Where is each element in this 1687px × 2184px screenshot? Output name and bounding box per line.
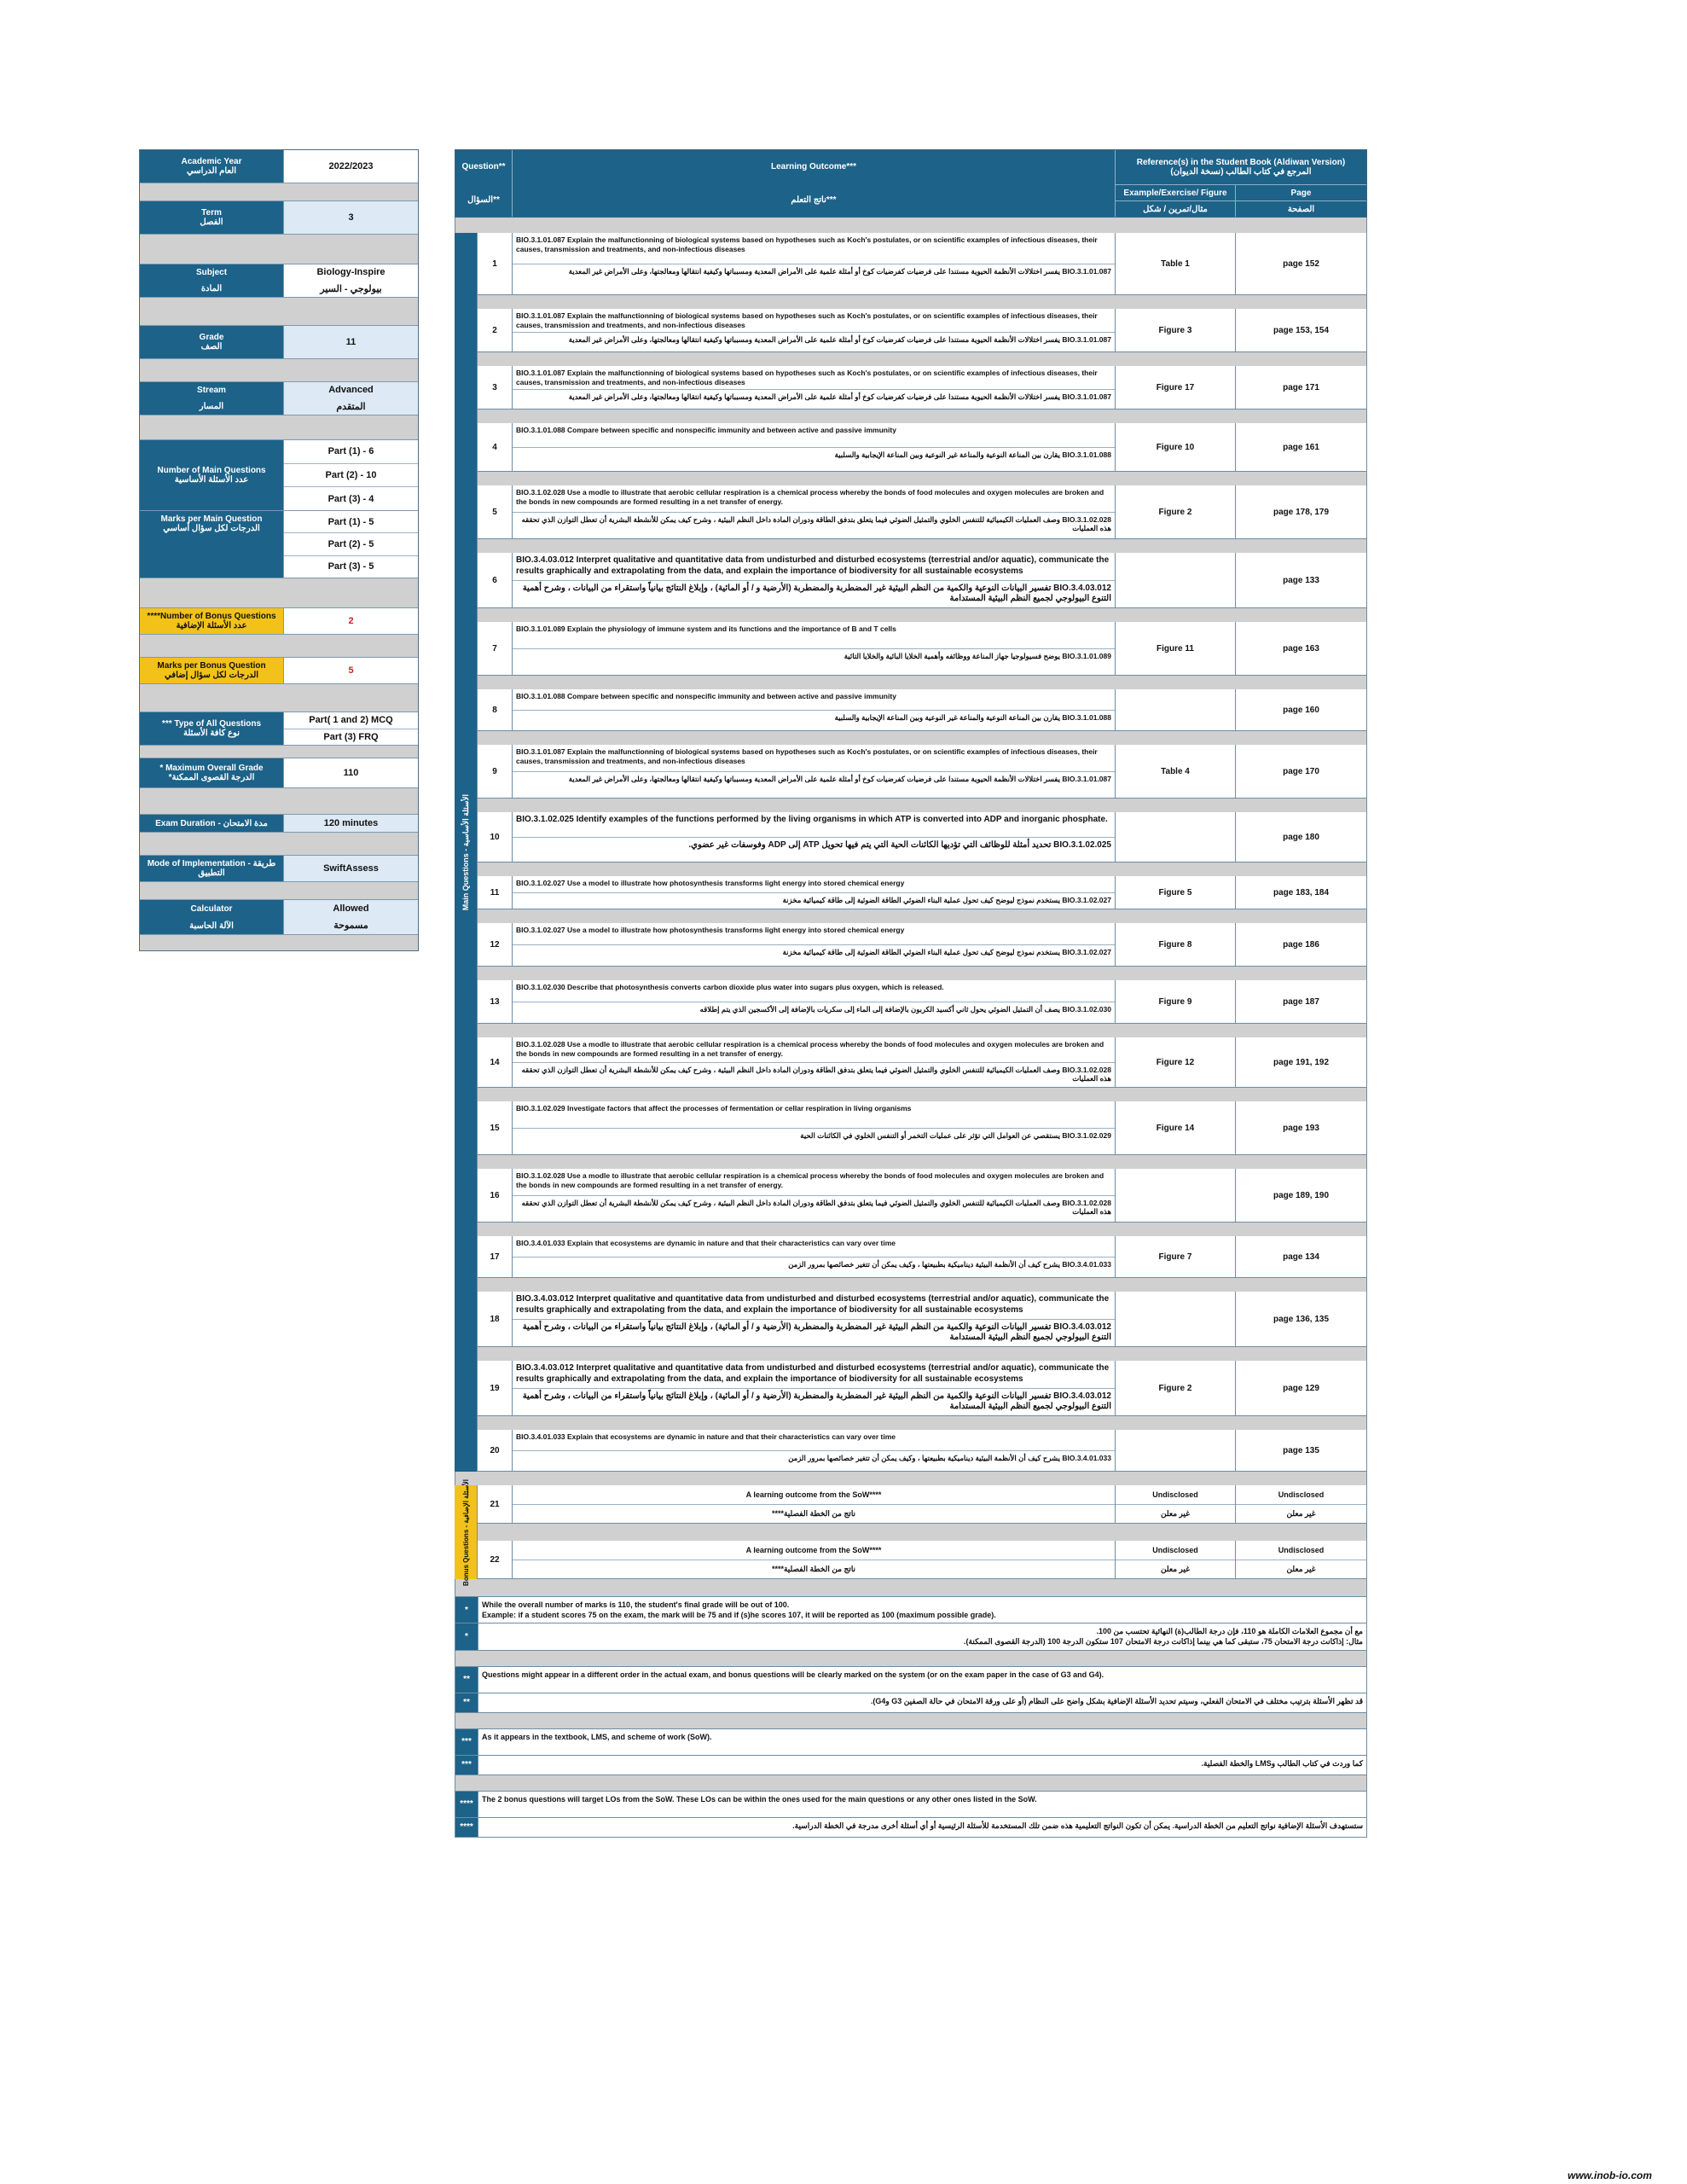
learning-outcome-ar: BIO.3.1.02.028 وصف العمليات الكيميائية للتنفس الخلوي والتمثيل الضوئي فيما يتعلق بتدفق الطاقة ودوران المادة داخل النظم البيئية ، وشرح كيف يمكن للأنشطة البشرية أن تعطل التوازن الذي تحققه هذه العمليات: [521, 1198, 1111, 1217]
learning-outcome-en: BIO.3.4.03.012 Interpret qualitative and quantitative data from undisturbed and disturbed ecosystems (terrestrial and/or aquatic), communicate the results graphically and extrapolating from the data, and explain the importance of biodiversity for all sustainable ecosystems: [513, 1361, 1115, 1389]
learning-outcome-en: BIO.3.1.02.029 Investigate factors that affect the processes of fermentation or cellar respiration in living organisms: [513, 1101, 1115, 1129]
reference-page: page 183, 184: [1272, 887, 1330, 897]
row-separator: [477, 863, 1367, 876]
mode-label: Mode of Implementation - طريقة التطبيق: [140, 856, 284, 881]
learning-outcome: [513, 745, 1116, 798]
reference-example: Figure 2: [1116, 485, 1236, 538]
stream-value: Advanced: [328, 385, 374, 396]
num-bonus-row: [140, 608, 418, 635]
question-number: 16: [478, 1169, 513, 1222]
table-row: [477, 689, 1367, 731]
note-en: [455, 1596, 1367, 1623]
reference-page: page 133: [1283, 575, 1319, 585]
learning-outcome-en: A learning outcome from the SoW****: [513, 1541, 1115, 1560]
row-separator: [477, 410, 1367, 423]
bonus-rows: [477, 1485, 1367, 1579]
reference-page: page 161: [1283, 442, 1319, 452]
marks-bonus-label-ar: الدرجات لكل سؤال إضافي: [164, 671, 259, 680]
num-main-part1: Part (1) - 6: [284, 440, 418, 464]
num-main-label-ar: عدد الأسئلة الأساسية: [174, 475, 249, 485]
learning-outcome-ar: BIO.3.4.03.012 تفسير البيانات النوعية والكمية من النظم البيئية غير المضطربة والمضطربة (الأرضية و / أو المائية) ، وإبلاغ النتائج بيانياً واستقراء من البيانات ، وشرح أهمية التنوع البيولوجي لجميع النظم البيئية المستدامة: [522, 1321, 1111, 1342]
main-questions-sidebar: [455, 233, 477, 1472]
row-separator: [477, 608, 1367, 622]
row-separator: [477, 1155, 1367, 1169]
reference-example: Figure 11: [1116, 622, 1236, 675]
learning-outcome-en: BIO.3.1.02.030 Describe that photosynthesis converts carbon dioxide plus water into sugars plus oxygen, which is released.: [513, 980, 1115, 1002]
calculator-label: Calculator: [190, 903, 233, 914]
learning-outcome-ar: BIO.3.1.02.029 يستقصي عن العوامل التي تؤثر على عمليات التخمر أو التنفس الخلوي في الكائنات الحية: [800, 1130, 1111, 1140]
reference-page: page 135: [1283, 1445, 1319, 1455]
academic-year-row: [140, 150, 418, 183]
question-number: 3: [478, 366, 513, 409]
question-number: 18: [478, 1292, 513, 1346]
note-text-en: As it appears in the textbook, LMS, and scheme of work (SoW).: [482, 1732, 712, 1741]
table-row: [477, 1037, 1367, 1088]
num-main-questions-row: [140, 440, 418, 511]
table-row: [477, 366, 1367, 410]
learning-outcome-en: BIO.3.1.02.027 Use a model to illustrate how photosynthesis transforms light energy into stored chemical energy: [513, 876, 1115, 893]
learning-outcome: [513, 1236, 1116, 1277]
bonus-row: [477, 1541, 1367, 1579]
reference-example: [1116, 1430, 1236, 1471]
subject-row: [140, 264, 418, 298]
learning-outcome-ar: BIO.3.1.01.088 يقارن بين المناعة النوعية والمناعة غير النوعية وبين المناعة الإيجابية والسلبية: [834, 450, 1111, 459]
note-ar: [455, 1756, 1367, 1775]
academic-year-value: 2022/2023: [328, 161, 374, 171]
learning-outcome-ar: BIO.3.1.02.028 وصف العمليات الكيميائية للتنفس الخلوي والتمثيل الضوئي فيما يتعلق بتدفق الطاقة ودوران المادة داخل النظم البيئية ، وشرح كيف يمكن للأنشطة البشرية أن تعطل التوازن الذي تحققه هذه العمليات: [521, 514, 1111, 533]
learning-outcome: [513, 1361, 1116, 1415]
max-grade-value: 110: [343, 768, 359, 778]
note-marker: ****: [455, 1792, 478, 1817]
example-en: Undisclosed: [1116, 1485, 1235, 1505]
type-part3: Part (3) FRQ: [323, 731, 379, 742]
reference-example: Figure 14: [1116, 1101, 1236, 1154]
table-row: [477, 923, 1367, 967]
learning-outcome-en: BIO.3.1.01.088 Compare between specific and nonspecific immunity and between active and passive immunity: [513, 423, 1115, 448]
reference-example: Figure 17: [1116, 366, 1236, 409]
reference-page: [1236, 1541, 1366, 1578]
learning-outcome: [513, 309, 1116, 351]
question-number: 13: [478, 980, 513, 1023]
learning-outcome-ar: BIO.3.1.02.030 يصف أن التمثيل الضوئي يحول ثاني أكسيد الكربون بالإضافة إلى الماء إلى سكريات بالإضافة إلى الأكسجين الذي يتم إطلاقه: [699, 1004, 1111, 1014]
learning-outcome: [513, 923, 1116, 966]
watermark: www.inob-io.com: [1568, 2169, 1652, 2181]
table-row: [477, 812, 1367, 863]
learning-outcome-ar: BIO.3.1.02.027 يستخدم نموذج ليوضح كيف تحول عملية البناء الضوئي الطاقة الضوئية إلى طاقة كيميائية مخزنة: [782, 895, 1111, 904]
term-value: 3: [284, 201, 418, 234]
row-separator: [477, 1088, 1367, 1101]
learning-outcome: [513, 1430, 1116, 1471]
row-separator: [477, 731, 1367, 745]
question-number: 21: [478, 1485, 513, 1523]
main-questions-section: [455, 233, 1367, 1472]
reference-example: [1116, 1485, 1236, 1523]
main-questions-label: Main Questions - الأسئلة الأساسية: [461, 793, 470, 911]
note-separator: [455, 1651, 1367, 1666]
learning-outcome: [513, 622, 1116, 675]
page-en: Undisclosed: [1236, 1541, 1366, 1560]
reference-example: Figure 7: [1116, 1236, 1236, 1277]
header-example: Example/Exercise/ Figure: [1116, 185, 1236, 200]
reference-page: page 187: [1283, 996, 1319, 1007]
type-label: *** Type of All Questions: [161, 719, 262, 729]
note-text-ar: مع أن مجموع العلامات الكاملة هو 110، فإن درجة الطالب(ة) النهائية تحتسب من 100. مثال: إذاكانت درجة الامتحان 75، ستبقى كما هي بينما إذاكانت درجة الامتحان 107 ستكون الدرجة 100 (الدرجة القصوى الممكنة).: [964, 1627, 1363, 1647]
num-bonus-label-ar: عدد الأسئلة الإضافية: [176, 621, 247, 630]
subject-label: Subject: [195, 268, 228, 277]
learning-outcome: [513, 1037, 1116, 1087]
learning-outcome: [513, 1292, 1116, 1346]
header-question: Question**: [461, 162, 506, 171]
note-en: [455, 1791, 1367, 1818]
duration-row: [140, 815, 418, 833]
marks-main-part2: Part (2) - 5: [284, 533, 418, 555]
learning-outcome-en: A learning outcome from the SoW****: [513, 1485, 1115, 1505]
learning-outcome-en: BIO.3.1.01.087 Explain the malfunctionning of biological systems based on hypotheses such as Koch's postulates, or on scientific examples of infectious diseases, their causes, transmission and treatments, and non-infectious diseases: [513, 233, 1115, 264]
note-ar: [455, 1623, 1367, 1650]
learning-outcome: [513, 1169, 1116, 1222]
note-marker: *: [455, 1597, 478, 1623]
marks-main-part3: Part (3) - 5: [328, 561, 374, 572]
reference-page: page 178, 179: [1272, 507, 1330, 517]
example-ar: غير معلن: [1161, 1508, 1190, 1518]
exam-structure-table: [455, 149, 1367, 1838]
reference-page: page 134: [1283, 1252, 1319, 1262]
header-page: Page: [1236, 185, 1366, 200]
learning-outcome-en: BIO.3.1.01.087 Explain the malfunctionning of biological systems based on hypotheses such as Koch's postulates, or on scientific examples of infectious diseases, their causes, transmission and treatments, and non-infectious diseases: [513, 309, 1115, 333]
row-separator: [477, 676, 1367, 689]
learning-outcome-ar: BIO.3.1.01.088 يقارن بين المناعة النوعية والمناعة غير النوعية وبين المناعة الإيجابية والسلبية: [834, 712, 1111, 722]
learning-outcome: [513, 485, 1116, 538]
note-en: [455, 1666, 1367, 1693]
notes-section: [455, 1596, 1367, 1838]
note-text-en: Questions might appear in a different order in the actual exam, and bonus questions will be clearly marked on the system (or on the exam paper in the case of G3 and G4).: [482, 1670, 1104, 1679]
type-part12: Part( 1 and 2) MCQ: [284, 712, 418, 729]
reference-page: page 186: [1283, 939, 1319, 950]
example-en: Undisclosed: [1116, 1541, 1235, 1560]
question-number: 22: [478, 1541, 513, 1578]
learning-outcome-en: BIO.3.1.02.028 Use a modle to illustrate that aerobic cellular respiration is a chemical process whereby the bonds of food molecules and oxygen molecules are broken and the bonds in new compounds are formed resulting in a net transfer of energy.: [513, 1169, 1115, 1196]
note-marker: **: [455, 1667, 478, 1693]
table-row: [477, 622, 1367, 676]
learning-outcome-ar: BIO.3.1.02.028 وصف العمليات الكيميائية للتنفس الخلوي والتمثيل الضوئي فيما يتعلق بتدفق الطاقة ودوران المادة داخل النظم البيئية ، وشرح كيف يمكن للأنشطة البشرية أن تعطل التوازن الذي تحققه هذه العمليات: [521, 1065, 1111, 1083]
question-number: 4: [478, 423, 513, 471]
grade-value: 11: [284, 326, 418, 358]
mode-row: [140, 856, 418, 882]
learning-outcome-en: BIO.3.4.01.033 Explain that ecosystems are dynamic in nature and that their characteristics can vary over time: [513, 1236, 1115, 1258]
learning-outcome-ar: BIO.3.1.01.087 يفسر اختلالات الأنظمة الحيوية مستندا على فرضيات كفرضيات كوخ أو أمثلة علمية على الأمراض المعدية ومسبباتها وكيفية انتقالها ومعالجتها، وعلى الأمراض غير المعدية: [568, 335, 1111, 345]
row-separator: [477, 472, 1367, 485]
row-separator: [477, 967, 1367, 980]
row-separator: [477, 1024, 1367, 1037]
header-question-ar: السؤال**: [467, 195, 500, 205]
note-ar: [455, 1818, 1367, 1838]
stream-row: [140, 382, 418, 415]
bonus-questions-section: [455, 1478, 1367, 1586]
marks-main-label: Marks per Main Question: [160, 514, 263, 524]
learning-outcome-en: BIO.3.4.03.012 Interpret qualitative and quantitative data from undisturbed and disturbed ecosystems (terrestrial and/or aquatic), communicate the results graphically and extrapolating from the data, and explain the importance of biodiversity for all sustainable ecosystems: [513, 1292, 1115, 1320]
note-text-ar: قد تظهر الأسئلة بترتيب مختلف في الامتحان الفعلي، وسيتم تحديد الأسئلة الإضافية بشكل واضح على النظام (أو على ورقة الامتحان في حالة الصفين G3 وG4).: [870, 1696, 1363, 1705]
row-separator: [477, 1347, 1367, 1361]
learning-outcome-ar: BIO.3.1.02.027 يستخدم نموذج ليوضح كيف تحول عملية البناء الضوئي الطاقة الضوئية إلى طاقة كيميائية مخزنة: [782, 947, 1111, 956]
question-number: 9: [478, 745, 513, 798]
question-number: 19: [478, 1361, 513, 1415]
reference-page: page 160: [1283, 705, 1319, 715]
table-row: [477, 876, 1367, 909]
reference-example: Figure 5: [1116, 876, 1236, 909]
reference-page: page 193: [1283, 1123, 1319, 1133]
question-number: 20: [478, 1430, 513, 1471]
note-marker: ***: [455, 1729, 478, 1755]
reference-page: page 189, 190: [1272, 1190, 1330, 1200]
marks-per-main-row: [140, 511, 418, 578]
example-ar: غير معلن: [1161, 1564, 1190, 1573]
marks-bonus-row: [140, 658, 418, 684]
marks-bonus-value: 5: [348, 665, 354, 676]
row-separator: [477, 352, 1367, 366]
reference-example: [1116, 1169, 1236, 1222]
reference-example: [1116, 812, 1236, 862]
learning-outcome-ar: BIO.3.1.01.087 يفسر اختلالات الأنظمة الحيوية مستندا على فرضيات كفرضيات كوخ أو أمثلة علمية على الأمراض المعدية ومسبباتها وكيفية انتقالها ومعالجتها، وعلى الأمراض غير المعدية: [568, 774, 1111, 783]
note-separator: [455, 1775, 1367, 1791]
calculator-row: [140, 900, 418, 935]
table-header: [455, 149, 1367, 218]
learning-outcome: [513, 689, 1116, 730]
term-label: Term: [201, 208, 222, 218]
table-row: [477, 485, 1367, 539]
learning-outcome: [513, 423, 1116, 471]
exam-info-panel: [139, 149, 419, 951]
subject-label-ar: المادة: [200, 284, 223, 293]
header-example-ar: مثال/تمرين / شكل: [1116, 201, 1236, 217]
stream-label-ar: المسار: [199, 402, 224, 411]
table-row: [477, 745, 1367, 799]
type-of-questions-row: [140, 712, 418, 746]
term-label-ar: الفصل: [200, 218, 223, 227]
reference-page: page 129: [1283, 1383, 1319, 1393]
table-row: [477, 309, 1367, 352]
reference-example: Figure 10: [1116, 423, 1236, 471]
reference-page: page 136, 135: [1272, 1314, 1330, 1324]
max-grade-row: [140, 758, 418, 788]
question-number: 10: [478, 812, 513, 862]
reference-page: page 153, 154: [1272, 325, 1330, 335]
duration-value: 120 minutes: [284, 815, 418, 832]
learning-outcome-en: BIO.3.1.02.028 Use a modle to illustrate that aerobic cellular respiration is a chemical process whereby the bonds of food molecules and oxygen molecules are broken and the bonds in new compounds are formed resulting in a net transfer of energy.: [513, 1037, 1115, 1063]
table-row: [477, 980, 1367, 1024]
row-separator: [477, 799, 1367, 812]
type-label-ar: نوع كافة الأسئلة: [183, 729, 240, 738]
reference-page: page 171: [1283, 382, 1319, 392]
table-row: [477, 1101, 1367, 1155]
reference-example: [1116, 553, 1236, 607]
num-bonus-label: ****Number of Bonus Questions: [147, 612, 276, 621]
question-number: 1: [478, 233, 513, 294]
mode-value: SwiftAssess: [284, 856, 418, 881]
table-row: [477, 1361, 1367, 1416]
note-separator: [455, 1713, 1367, 1728]
note-text-en: The 2 bonus questions will target LOs from the SoW. These LOs can be within the ones used for the main questions or any other ones listed in the SoW.: [482, 1794, 1037, 1804]
num-bonus-value: 2: [348, 616, 354, 626]
page-ar: غير معلن: [1286, 1508, 1316, 1518]
subject-value: Biology-Inspire: [316, 267, 386, 278]
learning-outcome: [513, 876, 1116, 909]
grade-label-ar: الصف: [200, 342, 223, 351]
learning-outcome: [513, 1101, 1116, 1154]
note-marker: ****: [455, 1818, 478, 1837]
learning-outcome-ar: ناتج من الخطة الفصلية****: [771, 1508, 856, 1518]
learning-outcome: [513, 1485, 1116, 1523]
reference-example: Table 1: [1116, 233, 1236, 294]
reference-example: [1116, 689, 1236, 730]
marks-bonus-label: Marks per Bonus Question: [157, 661, 266, 671]
table-row: [477, 233, 1367, 295]
header-page-ar: الصفحة: [1236, 201, 1366, 217]
header-reference-ar: المرجع في كتاب الطالب (نسخة الديوان): [1170, 167, 1312, 177]
calculator-value-ar: مسموحة: [333, 921, 368, 932]
learning-outcome-ar: BIO.3.4.01.033 يشرح كيف أن الأنظمة البيئية ديناميكية بطبيعتها ، وكيف يمكن أن تتغير خصائصها بمرور الزمن: [788, 1259, 1111, 1269]
note-marker: *: [455, 1623, 478, 1649]
max-grade-label: * Maximum Overall Grade: [159, 764, 264, 773]
page-en: Undisclosed: [1236, 1485, 1366, 1505]
learning-outcome-ar: BIO.3.4.03.012 تفسير البيانات النوعية والكمية من النظم البيئية غير المضطربة والمضطربة (الأرضية و / أو المائية) ، وإبلاغ النتائج بيانياً واستقراء من البيانات ، وشرح أهمية التنوع البيولوجي لجميع النظم البيئية المستدامة: [522, 583, 1111, 603]
learning-outcome-en: BIO.3.1.02.028 Use a modle to illustrate that aerobic cellular respiration is a chemical process whereby the bonds of food molecules and oxygen molecules are broken and the bonds in new compounds are formed resulting in a net transfer of energy.: [513, 485, 1115, 513]
note-en: [455, 1728, 1367, 1756]
question-number: 14: [478, 1037, 513, 1087]
row-separator: [477, 1223, 1367, 1236]
page-ar: غير معلن: [1286, 1564, 1316, 1573]
row-separator: [477, 909, 1367, 923]
reference-page: page 163: [1283, 643, 1319, 653]
academic-year-label-ar: العام الدراسي: [186, 166, 237, 176]
num-main-label: Number of Main Questions: [157, 466, 266, 475]
question-number: 15: [478, 1101, 513, 1154]
marks-main-label-ar: الدرجات لكل سؤال أساسي: [163, 524, 260, 533]
term-row: [140, 201, 418, 235]
header-learning-outcome-ar: ناتج التعلم***: [791, 195, 837, 205]
learning-outcome: [513, 553, 1116, 607]
reference-example: Figure 12: [1116, 1037, 1236, 1087]
reference-example: Figure 9: [1116, 980, 1236, 1023]
learning-outcome-en: BIO.3.1.01.089 Explain the physiology of immune system and its functions and the importance of B and T cells: [513, 622, 1115, 649]
grade-label: Grade: [199, 333, 224, 342]
question-number: 7: [478, 622, 513, 675]
header-reference: Reference(s) in the Student Book (Aldiwan Version): [1136, 158, 1346, 167]
learning-outcome-ar: BIO.3.4.01.033 يشرح كيف أن الأنظمة البيئية ديناميكية بطبيعتها ، وكيف يمكن أن تتغير خصائصها بمرور الزمن: [788, 1453, 1111, 1462]
question-number: 17: [478, 1236, 513, 1277]
academic-year-label: Academic Year: [181, 157, 242, 166]
row-separator: [477, 1416, 1367, 1430]
question-number: 8: [478, 689, 513, 730]
table-row: [477, 553, 1367, 608]
learning-outcome-ar: BIO.3.4.03.012 تفسير البيانات النوعية والكمية من النظم البيئية غير المضطربة والمضطربة (الأرضية و / أو المائية) ، وإبلاغ النتائج بيانياً واستقراء من البيانات ، وشرح أهمية التنوع البيولوجي لجميع النظم البيئية المستدامة: [522, 1391, 1111, 1411]
learning-outcome-en: BIO.3.1.02.025 Identify examples of the functions performed by the living organisms in which ATP is converted into ADP and inorganic phosphate.: [513, 812, 1115, 838]
learning-outcome-ar: BIO.3.1.02.025 تحديد أمثلة للوظائف التي تؤديها الكائنات الحية التي يتم فيها تحويل ATP إلى ADP وفوسفات غير عضوي.: [688, 839, 1111, 850]
reference-page: [1236, 1485, 1366, 1523]
learning-outcome: [513, 1541, 1116, 1578]
max-grade-label-ar: *الدرجة القصوى الممكنة: [168, 773, 255, 782]
bonus-questions-sidebar: [455, 1478, 477, 1586]
learning-outcome-en: BIO.3.4.01.033 Explain that ecosystems are dynamic in nature and that their characteristics can vary over time: [513, 1430, 1115, 1451]
table-row: [477, 1430, 1367, 1472]
header-learning-outcome: Learning Outcome***: [770, 162, 857, 171]
table-row: [477, 1236, 1367, 1278]
reference-page: page 191, 192: [1272, 1057, 1330, 1067]
learning-outcome: [513, 233, 1116, 294]
reference-page: page 152: [1283, 258, 1319, 269]
learning-outcome-en: BIO.3.1.01.087 Explain the malfunctionning of biological systems based on hypotheses such as Koch's postulates, or on scientific examples of infectious diseases, their causes, transmission and treatments, and non-infectious diseases: [513, 745, 1115, 772]
calculator-label-ar: الآلة الحاسبة: [189, 921, 234, 931]
note-marker: ***: [455, 1756, 478, 1774]
question-number: 5: [478, 485, 513, 538]
row-separator: [477, 295, 1367, 309]
question-number: 12: [478, 923, 513, 966]
reference-example: Table 4: [1116, 745, 1236, 798]
reference-example: Figure 2: [1116, 1361, 1236, 1415]
learning-outcome-en: BIO.3.4.03.012 Interpret qualitative and quantitative data from undisturbed and disturbed ecosystems (terrestrial and/or aquatic), communicate the results graphically and extrapolating from the data, and explain the importance of biodiversity for all sustainable ecosystems: [513, 553, 1115, 581]
reference-example: Figure 3: [1116, 309, 1236, 351]
question-number: 2: [478, 309, 513, 351]
table-row: [477, 1169, 1367, 1223]
table-row: [477, 1292, 1367, 1347]
learning-outcome: [513, 366, 1116, 409]
reference-example: [1116, 1541, 1236, 1578]
row-separator: [477, 539, 1367, 553]
reference-example: [1116, 1292, 1236, 1346]
reference-example: Figure 8: [1116, 923, 1236, 966]
learning-outcome-ar: ناتج من الخطة الفصلية****: [771, 1564, 856, 1573]
table-row: [477, 423, 1367, 472]
bonus-questions-label: Bonus Questions - الأسئلة الإضافية: [461, 1478, 470, 1586]
learning-outcome-en: BIO.3.1.01.087 Explain the malfunctionning of biological systems based on hypotheses such as Koch's postulates, or on scientific examples of infectious diseases, their causes, transmission and treatments, and non-infectious diseases: [513, 366, 1115, 390]
num-main-part3: Part (3) - 4: [328, 493, 374, 504]
note-text-ar: ستستهدف الأسئلة الإضافية نواتج التعليم من الخطة الدراسية. يمكن أن تكون النواتج التعليمية هذه ضمن تلك المستخدمة للأسئلة الرئيسية أو أي أسئلة أخرى مدرجة في الخطة الدراسية.: [792, 1821, 1363, 1830]
note-ar: [455, 1693, 1367, 1713]
grade-row: [140, 326, 418, 359]
note-marker: **: [455, 1693, 478, 1712]
learning-outcome: [513, 980, 1116, 1023]
question-rows: [477, 233, 1367, 1472]
stream-value-ar: المتقدم: [336, 401, 366, 412]
row-separator: [477, 1524, 1367, 1541]
question-number: 6: [478, 553, 513, 607]
calculator-value: Allowed: [333, 903, 369, 914]
duration-label: Exam Duration - مدة الامتحان: [140, 815, 284, 832]
learning-outcome-ar: BIO.3.1.01.087 يفسر اختلالات الأنظمة الحيوية مستندا على فرضيات كفرضيات كوخ أو أمثلة علمية على الأمراض المعدية ومسبباتها وكيفية انتقالها ومعالجتها، وعلى الأمراض غير المعدية: [568, 392, 1111, 402]
reference-page: page 170: [1283, 766, 1319, 776]
marks-main-part1: Part (1) - 5: [284, 511, 418, 533]
learning-outcome-en: BIO.3.1.01.088 Compare between specific and nonspecific immunity and between active and passive immunity: [513, 689, 1115, 711]
learning-outcome: [513, 812, 1116, 862]
learning-outcome-ar: BIO.3.1.01.089 يوضح فسيولوجيا جهاز المناعة ووظائفه وأهمية الخلايا البائية والخلايا التائية: [844, 651, 1111, 660]
note-text-ar: كما وردت في كتاب الطالب وLMS والخطة الفصلية.: [1201, 1758, 1363, 1768]
num-main-part2: Part (2) - 10: [284, 464, 418, 488]
learning-outcome-ar: BIO.3.1.01.087 يفسر اختلالات الأنظمة الحيوية مستندا على فرضيات كفرضيات كوخ أو أمثلة علمية على الأمراض المعدية ومسبباتها وكيفية انتقالها ومعالجتها، وعلى الأمراض غير المعدية: [568, 266, 1111, 276]
subject-value-ar: بيولوجي - السير: [320, 283, 382, 294]
learning-outcome-en: BIO.3.1.02.027 Use a model to illustrate how photosynthesis transforms light energy into stored chemical energy: [513, 923, 1115, 945]
row-separator: [477, 1278, 1367, 1292]
bonus-row: [477, 1485, 1367, 1524]
reference-page: page 180: [1283, 832, 1319, 842]
stream-label: Stream: [197, 386, 226, 395]
question-number: 11: [478, 876, 513, 909]
note-text-en: While the overall number of marks is 110, the student's final grade will be out of 100. Example: if a student scores 75 on the exam, the mark will be 75 and if (s)he scores 107, it will be reported as 100 (maximum possible grade).: [482, 1600, 996, 1620]
